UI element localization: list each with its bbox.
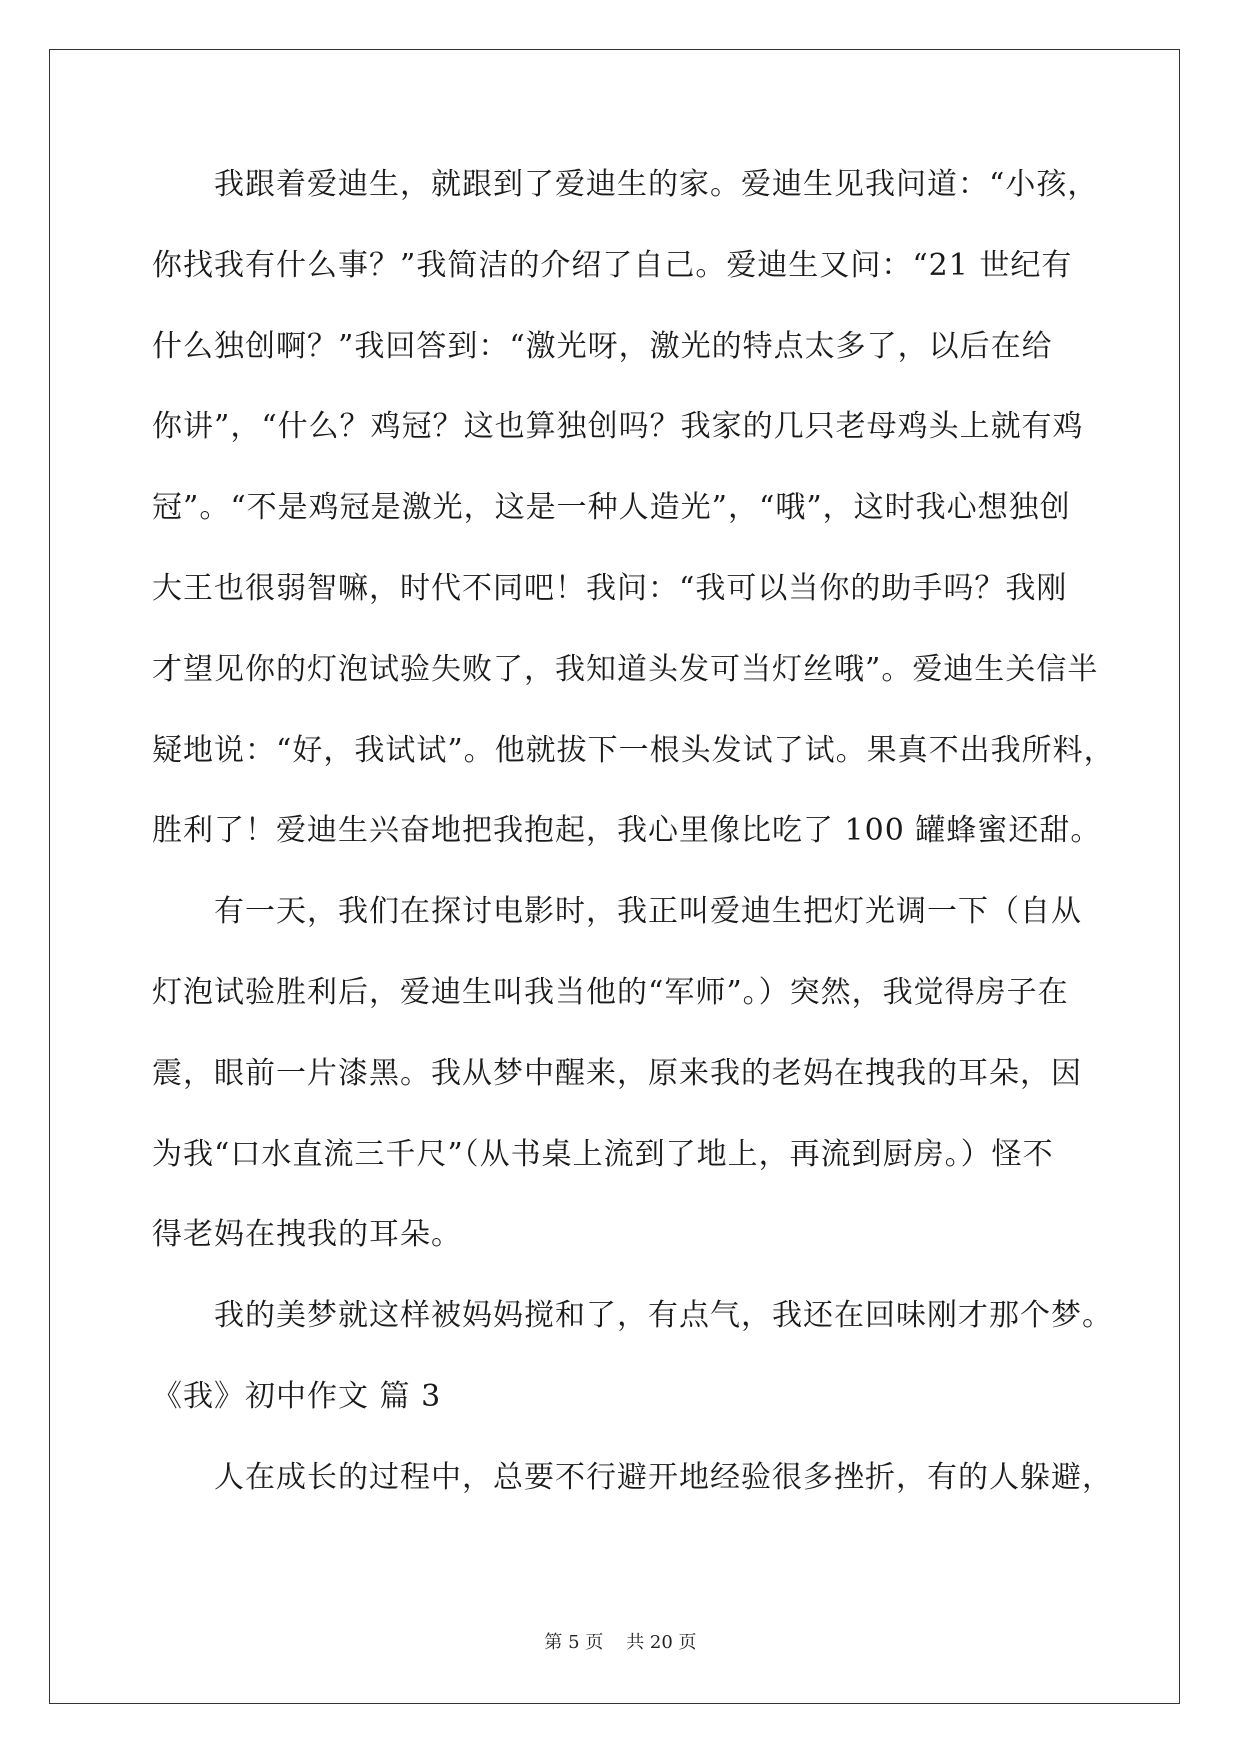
paragraph-line: 我的美梦就这样被妈妈搅和了，有点气，我还在回味刚才那个梦。	[214, 1298, 1113, 1334]
paragraph-line: 你找我有什么事？”我简洁的介绍了自己。爱迪生又问：“21 世纪有	[152, 247, 1073, 283]
document-body	[152, 160, 1115, 1534]
paragraph-line: 什么独创啊？”我回答到：“激光呀，激光的特点太多了，以后在给	[152, 328, 1053, 364]
paragraph-line: 大王也很弱智嘛，时代不同吧！我问：“我可以当你的助手吗？我刚	[152, 570, 1068, 606]
paragraph-line: 灯泡试验胜利后，爱迪生叫我当他的“军师”。）突然，我觉得房子在	[152, 974, 1069, 1010]
paragraph-line: 震，眼前一片漆黑。我从梦中醒来，原来我的老妈在拽我的耳朵，因	[152, 1055, 1082, 1091]
paragraph-line: 为我“口水直流三千尺”（从书桌上流到了地上，再流到厨房。）怪不	[152, 1136, 1054, 1172]
section-heading: 《我》初中作文 篇 3	[152, 1378, 442, 1414]
paragraph-line: 才望见你的灯泡试验失败了，我知道头发可当灯丝哦”。爱迪生关信半	[152, 651, 1099, 687]
paragraph-line: 有一天，我们在探讨电影时，我正叫爱迪生把灯光调一下（自从	[214, 894, 1082, 930]
paragraph-line: 我跟着爱迪生，就跟到了爱迪生的家。爱迪生见我问道：“小孩，	[214, 167, 1099, 202]
paragraph-line: 冠”。“不是鸡冠是激光，这是一种人造光”，“哦”，这时我心想独创	[152, 490, 1071, 526]
paragraph-line: 疑地说：“好，我试试”。他就拔下一根头发试了试。果真不出我所料，	[152, 732, 1115, 768]
paragraph-line: 胜利了！爱迪生兴奋地把我抱起，我心里像比吃了 100 罐蜂蜜还甜。	[152, 813, 1102, 849]
paragraph-line: 你讲”，“什么？鸡冠？这也算独创吗？我家的几只老母鸡头上就有鸡	[152, 409, 1084, 445]
page-number-footer: 第 5 页 共 20 页	[544, 1632, 697, 1653]
paragraph-line: 得老妈在拽我的耳朵。	[152, 1217, 462, 1253]
paragraph-line: 人在成长的过程中，总要不行避开地经验很多挫折，有的人躲避，	[214, 1459, 1113, 1495]
